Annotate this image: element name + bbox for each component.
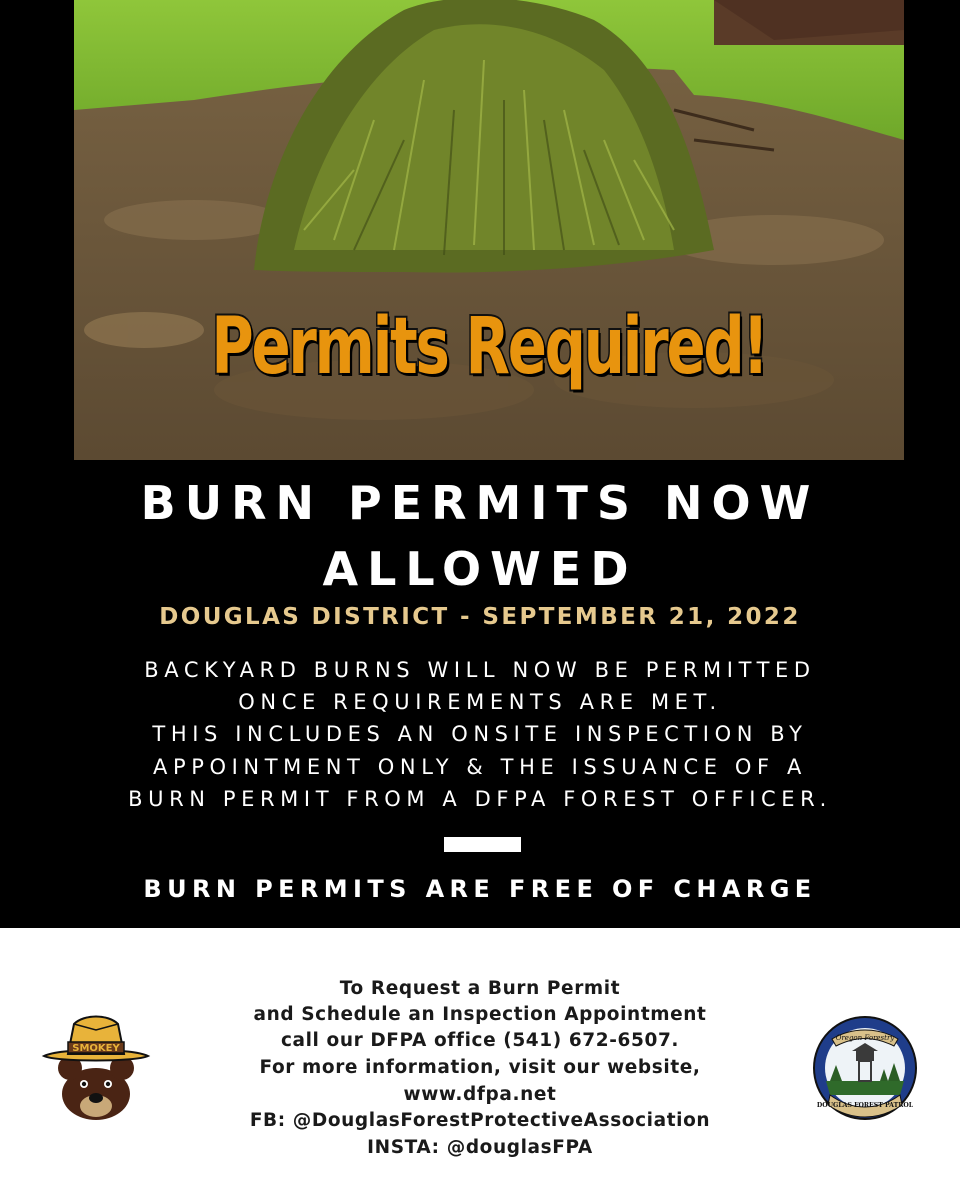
website-link[interactable]: www.dfpa.net — [403, 1084, 557, 1105]
seal-top-text: Oregon Forestry — [835, 1034, 895, 1042]
smokey-bear-logo — [40, 1008, 152, 1120]
contact-line-4: For more information, visit our website, — [259, 1057, 701, 1078]
body-line-1: BACKYARD BURNS WILL NOW BE PERMITTED — [144, 658, 816, 682]
body-line-3: THIS INCLUDES AN ONSITE INSPECTION BY — [152, 722, 808, 746]
seal-bottom-text: DOUGLAS FOREST PATROL — [816, 1102, 914, 1109]
body-line-5: BURN PERMIT FROM A DFPA FOREST OFFICER. — [128, 787, 832, 811]
body-line-4: APPOINTMENT ONLY & THE ISSUANCE OF A — [153, 755, 807, 779]
brush-pile-photo — [74, 0, 904, 460]
facebook-handle[interactable]: FB: @DouglasForestProtectiveAssociation — [249, 1110, 711, 1131]
main-title-line-1: BURN PERMITS NOW — [140, 476, 820, 530]
douglas-forest-patrol-seal — [812, 1015, 918, 1121]
contact-phone-line: call our DFPA office (541) 672-6507. — [280, 1030, 680, 1051]
main-title-line-2: ALLOWED — [322, 542, 638, 596]
free-of-charge-line: BURN PERMITS ARE FREE OF CHARGE — [143, 875, 817, 903]
contact-line-2: and Schedule an Inspection Appointment — [253, 1004, 707, 1025]
contact-line-1: To Request a Burn Permit — [339, 978, 621, 999]
smokey-hat-text: SMOKEY — [72, 1043, 120, 1054]
district-date-subtitle: DOUGLAS DISTRICT - SEPTEMBER 21, 2022 — [159, 604, 801, 630]
body-line-2: ONCE REQUIREMENTS ARE MET. — [238, 690, 722, 714]
divider — [444, 837, 521, 852]
permits-required-headline: Permits Required! — [211, 302, 767, 392]
instagram-handle[interactable]: INSTA: @douglasFPA — [367, 1137, 593, 1158]
